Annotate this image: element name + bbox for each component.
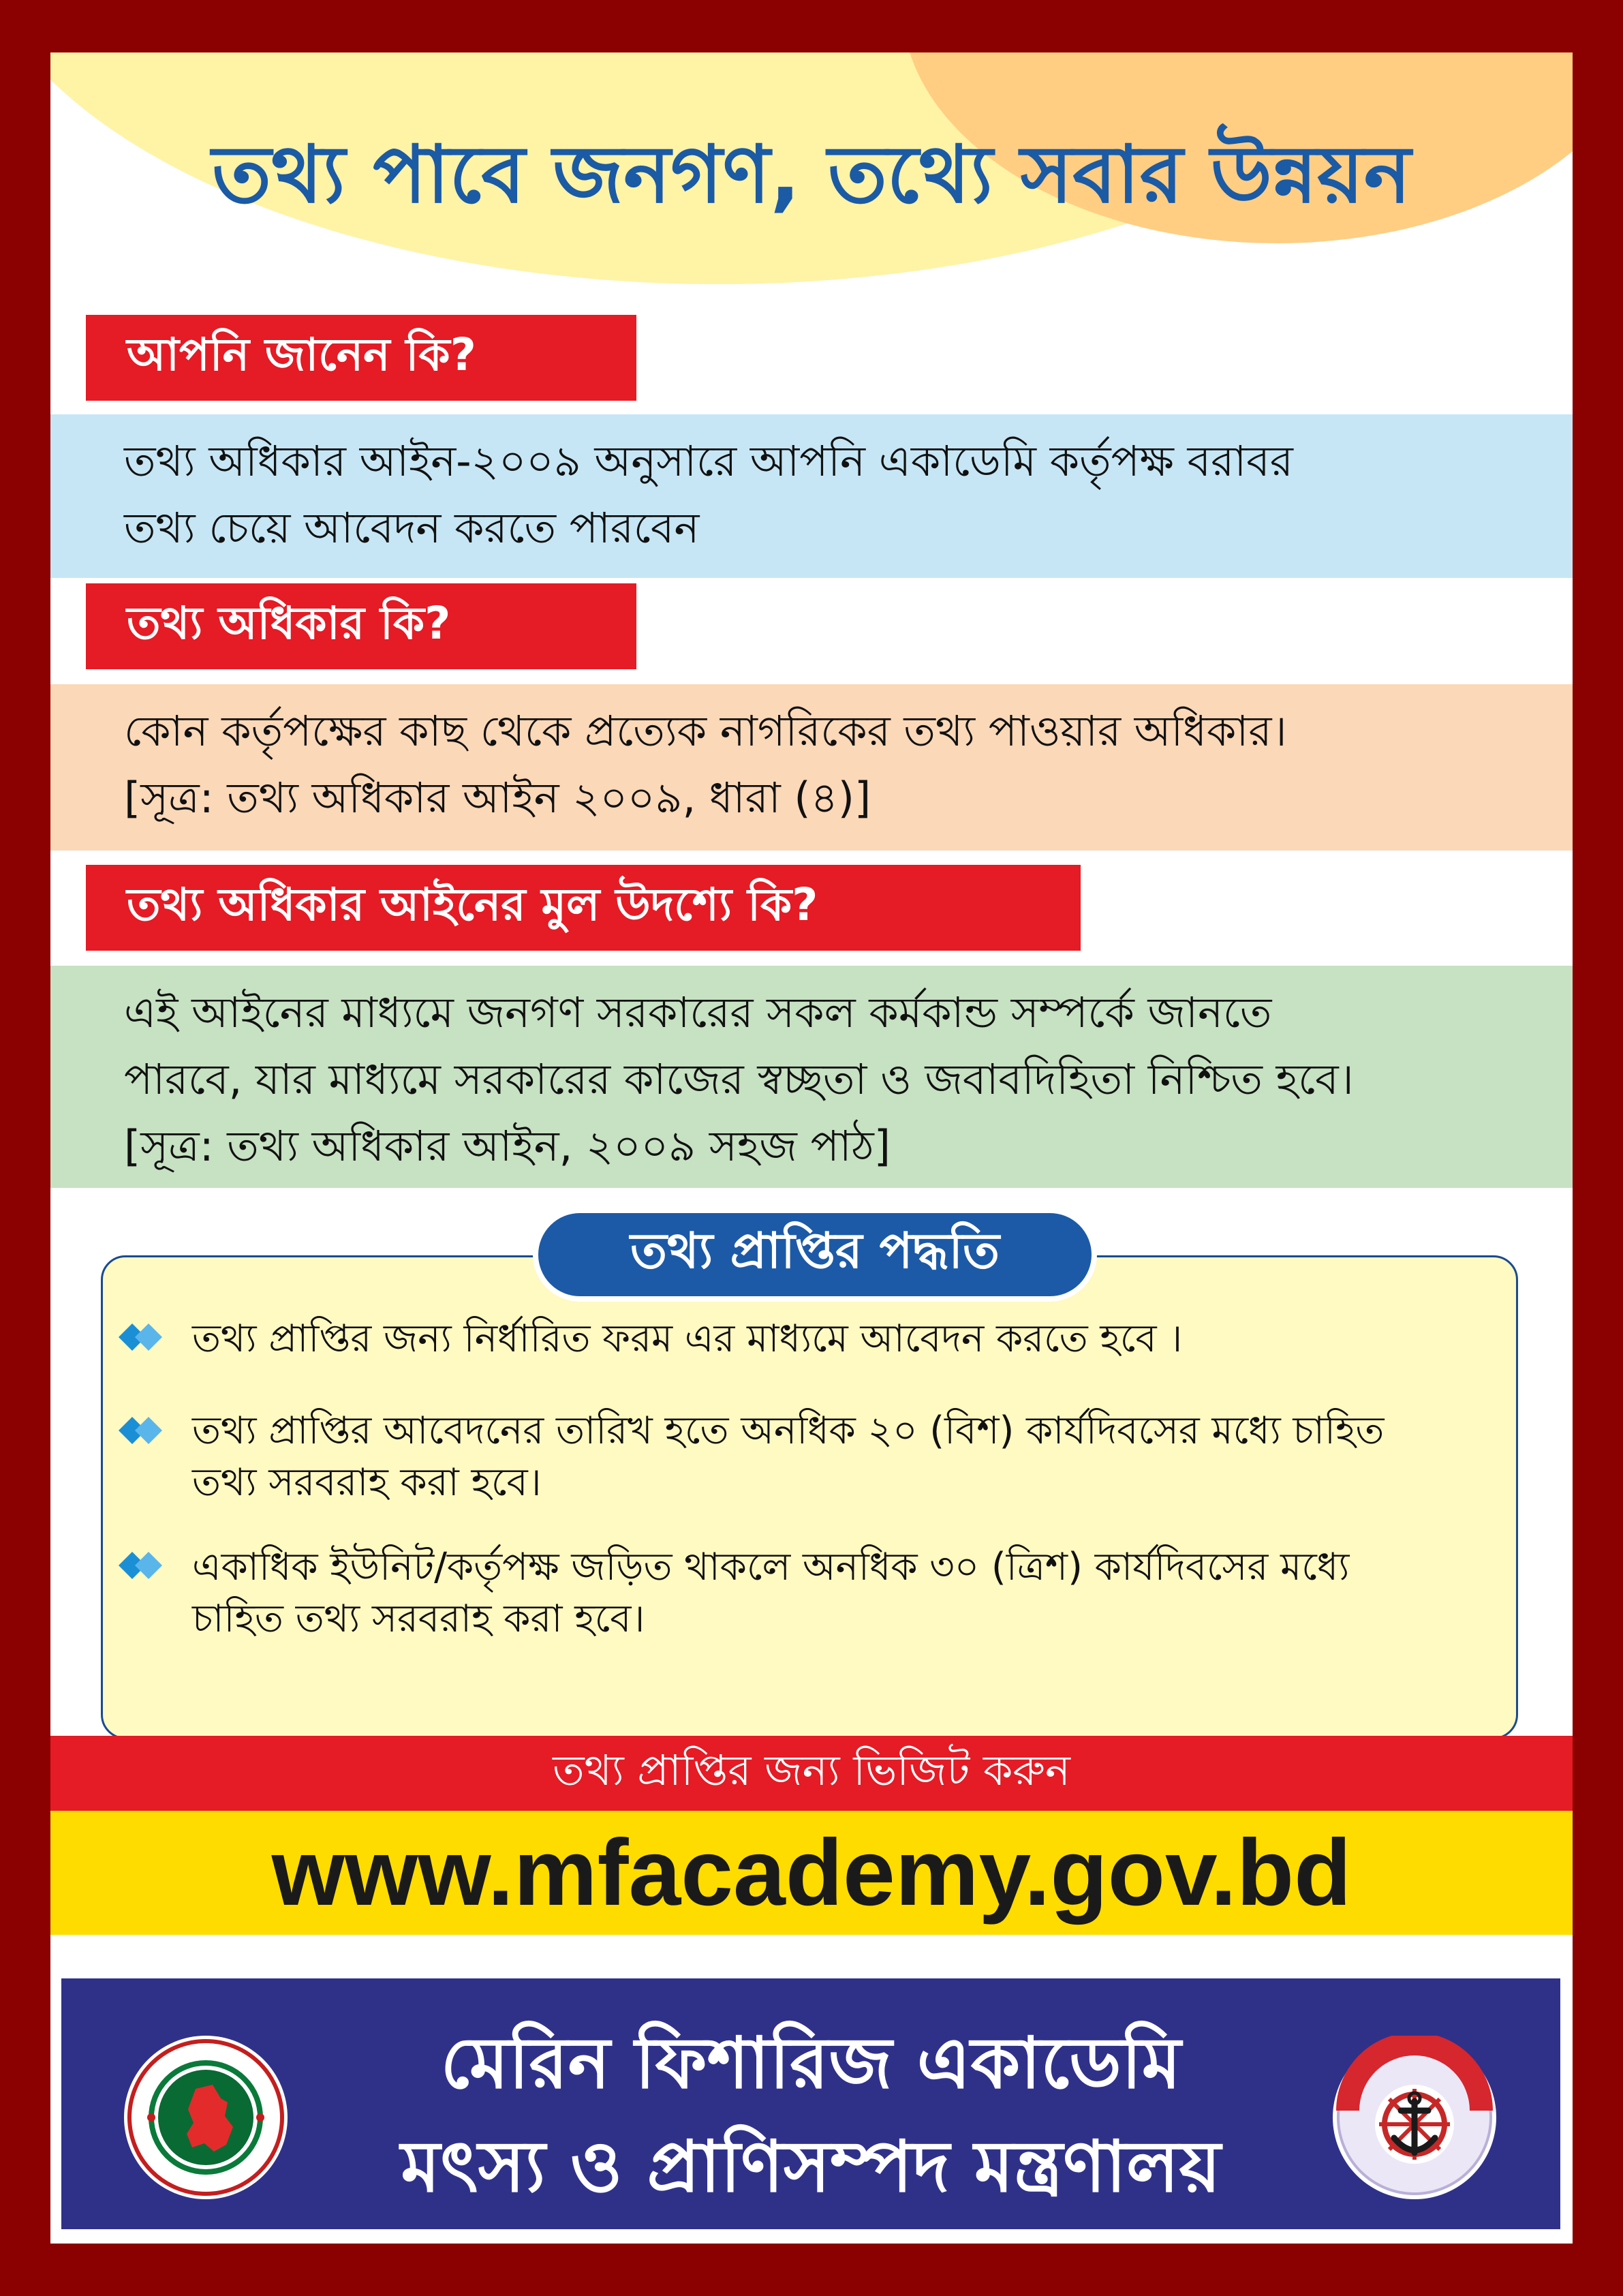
section-tag-what-is-rti: তথ্য অধিকার কি?: [86, 583, 636, 669]
visit-label: তথ্য প্রাপ্তির জন্য ভিজিট করুন: [50, 1736, 1573, 1811]
poster: [50, 52, 1573, 2244]
diamond-bullet-icon: [106, 1410, 174, 1451]
diamond-bullet-icon: [106, 1317, 174, 1358]
section-tag-do-you-know: আপনি জানেন কি?: [86, 315, 636, 401]
panel-rti-purpose: [50, 966, 1573, 1188]
method-step-1: [192, 1313, 1534, 1365]
website-url[interactable]: www.mfacademy.gov.bd: [50, 1811, 1573, 1935]
panel-line: কোন কর্তৃপক্ষের কাছ থেকে প্রত্যেক নাগরিকের তথ্য পাওয়ার অধিকার।: [124, 706, 1287, 756]
step-line: তথ্য প্রাপ্তির জন্য নির্ধারিত ফরম এর মাধ্যমে আবেদন করতে হবে ।: [192, 1317, 1183, 1361]
diamond-bullet-icon: [106, 1545, 174, 1586]
step-line: তথ্য সরবরাহ করা হবে।: [192, 1460, 542, 1505]
method-title: তথ্য প্রাপ্তির পদ্ধতি: [533, 1208, 1097, 1302]
panel-line: পারবে, যার মাধ্যমে সরকারের কাজের স্বচ্ছতা ও জবাবদিহিতা নিশ্চিত হবে।: [124, 1054, 1354, 1104]
academy-seal-logo: [1333, 2036, 1496, 2199]
panel-what-is-rti: [50, 684, 1573, 851]
step-line: তথ্য প্রাপ্তির আবেদনের তারিখ হতে অনধিক ২০ (বিশ) কার্যদিবসের মধ্যে চাহিত: [192, 1409, 1385, 1453]
ministry-name: মৎস্য ও প্রাণিসম্পদ মন্ত্রণালয়: [401, 2125, 1221, 2208]
academy-name: মেরিন ফিশারিজ একাডেমি: [440, 2021, 1181, 2104]
headline: তথ্য পাবে জনগণ, তথ্যে সবার উন্নয়ন: [212, 129, 1411, 221]
method-step-2: [192, 1405, 1534, 1509]
panel-line: [সূত্র: তথ্য অধিকার আইন ২০০৯, ধারা (৪)]: [124, 773, 871, 823]
panel-line: তথ্য চেয়ে আবেদন করতে পারবেন: [124, 503, 700, 553]
panel-do-you-know: [50, 414, 1573, 578]
step-line: চাহিত তথ্য সরবরাহ করা হবে।: [192, 1597, 645, 1641]
panel-line: এই আইনের মাধ্যমে জনগণ সরকারের সকল কর্মকান্ড সম্পর্কে জানতে: [124, 988, 1272, 1037]
panel-line: [সূত্র: তথ্য অধিকার আইন, ২০০৯ সহজ পাঠ]: [124, 1121, 891, 1171]
government-seal-logo: [124, 2036, 288, 2199]
step-line: একাধিক ইউনিট/কর্তৃপক্ষ জড়িত থাকলে অনধিক ৩০ (ত্রিশ) কার্যদিবসের মধ্যে: [192, 1545, 1350, 1589]
method-step-3: [192, 1542, 1534, 1645]
anchor-wheel-emblem-icon: [1333, 2036, 1496, 2199]
section-tag-rti-purpose: তথ্য অধিকার আইনের মুল উদশ্যে কি?: [86, 865, 1081, 951]
panel-line: তথ্য অধিকার আইন-২০০৯ অনুসারে আপনি একাডেমি কর্তৃপক্ষ বরাবর: [124, 436, 1293, 486]
footer-banner: [61, 1978, 1560, 2229]
bangladesh-emblem-icon: [124, 2036, 288, 2199]
